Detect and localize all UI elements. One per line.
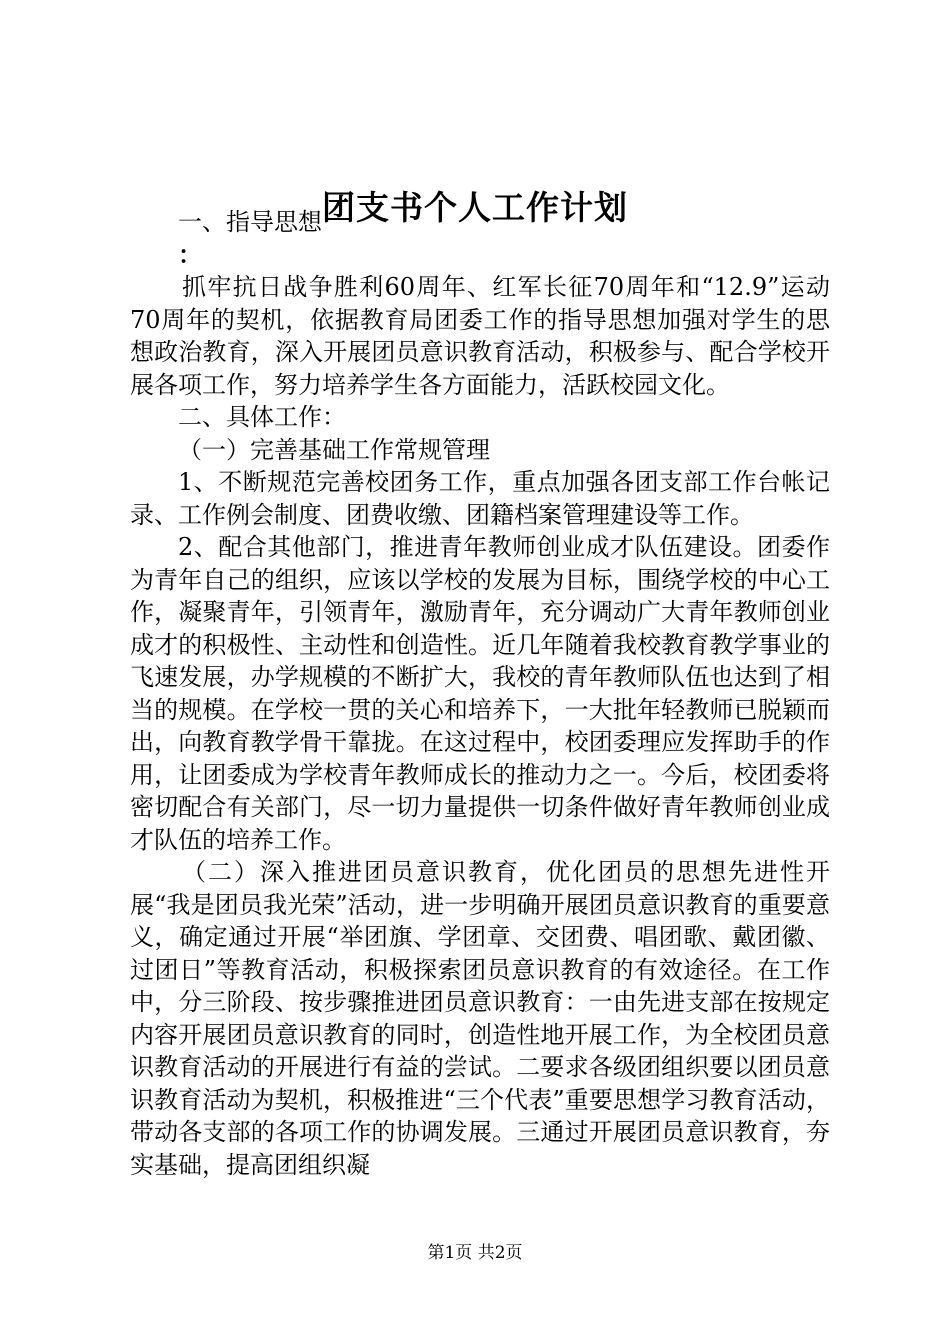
paragraph-guiding-ideology: 抓牢抗日战争胜利60周年、红军长征70周年和“12.9”运动70周年的契机，依据教育局团委工作的指导思想加强对学生的思想政治教育，深入开展团员意识教育活动，积极参与、配合学校开展各项工作，努力培养学生各方面能力，活跃校园文化。 bbox=[130, 273, 830, 399]
document-title: 团支书个人工作计划 bbox=[322, 188, 628, 227]
paragraph-item-2: 2、配合其他部门，推进青年教师创业成才队伍建设。团委作为青年自己的组织，应该以学校的发展为目标，围绕学校的中心工作，凝聚青年，引领青年，激励青年，充分调动广大青年教师创业成才的积极性、主动性和创造性。近几年随着我校教育教学事业的飞速发展，办学规模的不断扩大，我校的青年教师队伍也达到了相当的规模。在学校一贯的关心和培养下，一大批年轻教师已脱颖而出，向教育教学骨干靠拢。在这过程中，校团委理应发挥助手的作用，让团委成为学校青年教师成长的推动力之一。今后，校团委将密切配合有关部门，尽一切力量提供一切条件做好青年教师创业成才队伍的培养工作。 bbox=[130, 533, 830, 854]
colon-line: ： bbox=[178, 239, 202, 269]
subsection-heading-basic-work: （一）完善基础工作常规管理 bbox=[178, 435, 490, 464]
page-footer: 第1页 共2页 bbox=[427, 1243, 523, 1263]
section-heading-specific-work: 二、具体工作： bbox=[178, 403, 346, 431]
section-heading-guiding-ideology: 一、指导思想 bbox=[178, 208, 322, 236]
document-body bbox=[130, 206, 830, 1181]
paragraph-member-awareness: （二）深入推进团员意识教育，优化团员的思想先进性开展“我是团员我光荣”活动，进一步明确开展团员意识教育的重要意义，确定通过开展“举团旗、学团章、交团费、唱团歌、戴团徽、过团日”等教育活动，积极探索团员意识教育的有效途径。在工作中，分三阶段、按步骤推进团员意识教育：一由先进支部在按规定内容开展团员意识教育的同时，创造性地开展工作，为全校团员意识教育活动的开展进行有益的尝试。二要求各级团组织要以团员意识教育活动为契机，积极推进“三个代表”重要思想学习教育活动，带动各支部的各项工作的协调发展。三通过开展团员意识教育，夯实基础，提高团组织凝 bbox=[130, 858, 830, 1179]
paragraph-item-1: 1、不断规范完善校团务工作，重点加强各团支部工作台帐记录、工作例会制度、团费收缴、团籍档案管理建设等工作。 bbox=[130, 468, 830, 529]
